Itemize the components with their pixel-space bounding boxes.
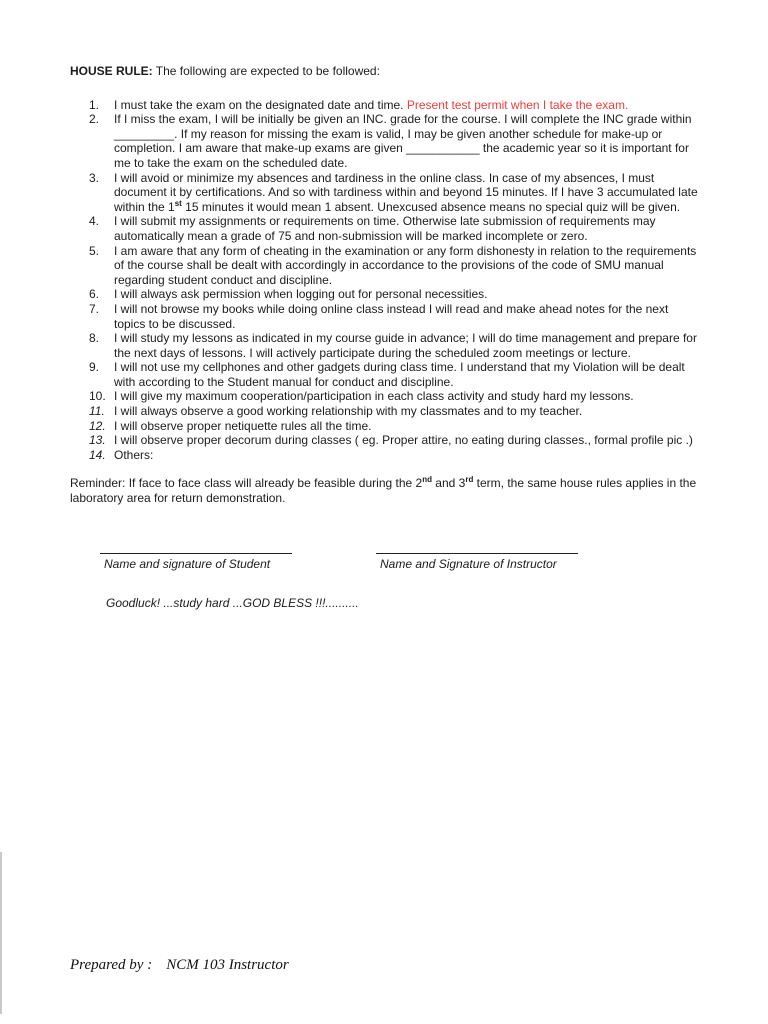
house-rule-heading-rest: The following are expected to be followed:: [152, 64, 380, 78]
student-signature-label: Name and signature of Student: [104, 556, 271, 571]
rule-text: [114, 214, 702, 243]
rule-item-14: [70, 448, 702, 463]
house-rule-heading: [70, 64, 702, 79]
rule-text: [114, 302, 702, 331]
text-segment: I am aware that any form of cheating in the examination or any form dishonesty in relation to the requirements of the course shall be dealt with accordingly in accordance to the provisions of the code of SMU manual regarding student conduct and discipline.: [114, 243, 697, 287]
text-segment: term, the same house rules applies in the laboratory area for return demonstration.: [70, 476, 697, 506]
rule-text: [114, 98, 702, 113]
superscript-text: st: [174, 198, 182, 208]
text-segment: I will not use my cellphones and other gadgets during class time. I understand that my Violation will be dealt with according to the Student manual for conduct and discipline.: [114, 360, 685, 389]
rule-text: [114, 331, 702, 360]
student-signature-block: [100, 542, 292, 571]
text-segment: I will avoid or minimize my absences and tardiness in the online class. In case of my absences, I must document it by certifications. And so with tardiness within and beyond 15 minutes. If I have 3 accumulated late within the 1: [114, 170, 698, 214]
rule-number: 6.: [89, 287, 100, 302]
rule-item-6: [70, 287, 702, 302]
text-segment: I must take the exam on the designated date and time.: [114, 97, 407, 112]
prepared-by-label: Prepared by :: [70, 957, 153, 973]
text-segment: and 3: [431, 476, 466, 491]
rule-number: 5.: [89, 243, 100, 258]
rule-item-9: [70, 360, 702, 389]
text-segment: I will not browse my books while doing online class instead I will read and make ahead notes for the next topics to be discussed.: [114, 301, 669, 331]
rule-item-10: [70, 389, 702, 404]
instructor-signature-label: Name and Signature of Instructor: [380, 556, 557, 571]
rule-item-8: [70, 331, 702, 360]
text-segment: Others:: [114, 447, 154, 462]
prepared-by-footer: [70, 957, 289, 974]
rule-text: [114, 448, 702, 463]
rule-item-12: [70, 419, 702, 434]
rule-number: 7.: [89, 301, 100, 316]
reminder-text: [70, 476, 696, 505]
rule-number: 1.: [89, 97, 100, 112]
rule-number: 10.: [89, 389, 106, 404]
text-segment: I will give my maximum cooperation/participation in each class activity and study hard my lessons.: [114, 389, 634, 404]
rule-text: [114, 287, 702, 302]
rule-item-4: [70, 214, 702, 243]
instructor-signature-block: [376, 542, 578, 571]
rule-number: 8.: [89, 331, 100, 346]
rule-number: 11.: [89, 404, 105, 419]
reminder-paragraph: [70, 476, 702, 505]
rule-number: 14.: [89, 447, 106, 462]
rule-number: 3.: [89, 170, 100, 185]
rule-item-3: [70, 171, 702, 215]
rule-text: [114, 360, 702, 389]
page-edge-artifact: [0, 852, 2, 1014]
rule-text: [114, 244, 702, 288]
rule-number: 12.: [89, 418, 106, 433]
rule-text: [114, 112, 702, 170]
text-segment: If I miss the exam, I will be initially be given an INC. grade for the course. I will complete the INC grade within _________. If my reason for missing the exam is valid, I may be given another schedule for make-up or completion. I am aware that make-up exams are given ___________ the academic year so it is important for me to take the exam on the scheduled date.: [114, 112, 692, 170]
text-segment: I will study my lessons as indicated in my course guide in advance; I will do time management and prepare for the next days of lessons. I will actively participate during the scheduled zoom meetings or lecture.: [114, 331, 697, 360]
rule-text: [114, 389, 702, 404]
rule-item-13: [70, 433, 702, 448]
rule-number: 4.: [89, 214, 100, 229]
text-segment: I will always observe a good working relationship with my classmates and to my teacher.: [114, 404, 583, 419]
rule-text: [114, 433, 702, 448]
student-signature-line: [100, 542, 292, 554]
superscript-text: rd: [465, 475, 474, 485]
house-rule-heading-bold: HOUSE RULE:: [70, 64, 153, 78]
goodluck-message: Goodluck! ...study hard ...GOD BLESS !!!..........: [106, 595, 359, 610]
instructor-signature-line: [376, 542, 578, 554]
text-segment: I will always ask permission when logging out for personal necessities.: [114, 287, 488, 302]
text-segment: I will submit my assignments or requirements on time. Otherwise late submission of requirements may automatically mean a grade of 75 and non-submission will be marked incomplete or zero.: [114, 214, 656, 243]
highlighted-red-text: Present test permit when I take the exam.: [406, 97, 629, 112]
prepared-by-name: NCM 103 Instructor: [166, 957, 289, 973]
rule-text: [114, 419, 702, 434]
rule-item-7: [70, 302, 702, 331]
rule-item-11: [70, 404, 702, 419]
text-segment: I will observe proper netiquette rules all the time.: [114, 418, 372, 433]
rule-number: 13.: [89, 433, 106, 448]
rule-number: 9.: [89, 360, 100, 375]
text-segment: 15 minutes it would mean 1 absent. Unexcused absence means no special quiz will be given.: [181, 199, 681, 214]
rule-item-1: [70, 98, 702, 113]
rule-item-5: [70, 244, 702, 288]
signature-row: [70, 542, 702, 571]
rule-text: [114, 404, 702, 419]
text-segment: I will observe proper decorum during classes ( eg. Proper attire, no eating during classes., formal profile pic .): [114, 433, 693, 448]
rule-text: [114, 171, 702, 215]
rule-number: 2.: [89, 112, 100, 127]
text-segment: Reminder: If face to face class will already be feasible during the 2: [70, 476, 423, 491]
superscript-text: nd: [422, 475, 432, 485]
rules-list: [70, 98, 702, 463]
rule-item-2: [70, 112, 702, 170]
